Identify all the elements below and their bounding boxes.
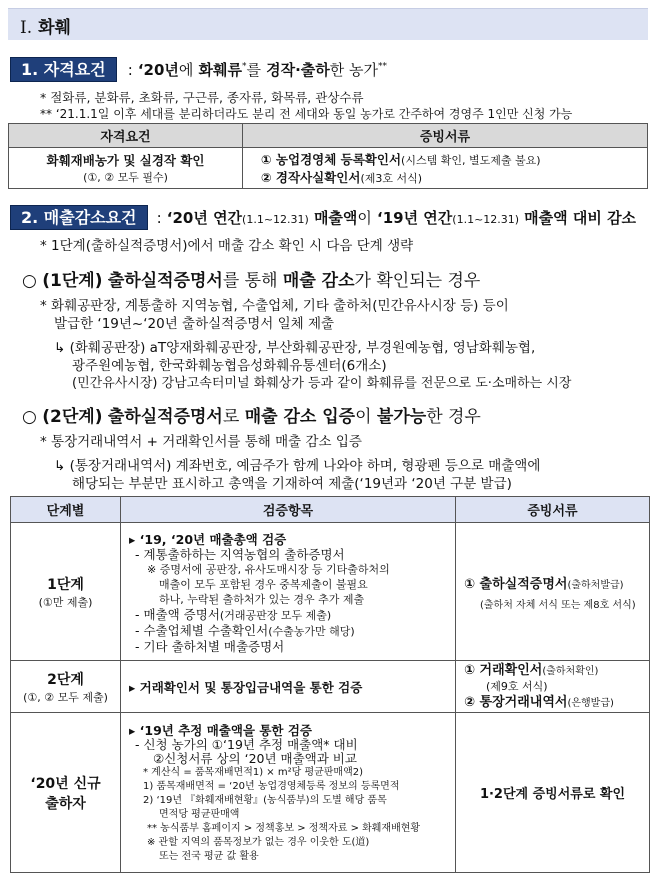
step1-line1: * 화훼공판장, 계통출하 지역농협, 수출업체, 기타 출하처(민간유사시장 등) 등이 xyxy=(40,298,509,314)
step2-line2-row xyxy=(54,454,540,474)
section1-note2: ** ‘21.1.1일 이후 세대를 분리하더라도 분리 전 세대와 동일 농가로 간주하여 경영주 1인만 신청 가능 xyxy=(40,107,573,121)
step2-impossible: 불가능 xyxy=(376,407,427,427)
heading-title: 화훼 xyxy=(38,18,71,38)
step1-case: 가 확인되는 경우 xyxy=(354,271,481,291)
step2-case: 한 경우 xyxy=(426,407,481,427)
section1-text-particle: 에 xyxy=(178,61,194,79)
step1-via: 를 통해 xyxy=(222,271,278,291)
row2-doc1-small: (출하처확인) xyxy=(542,666,599,677)
row3-item-1: - 신청 농가의 ①‘19년 추정 매출액* 대비 xyxy=(135,736,358,752)
section-heading xyxy=(20,13,71,38)
step1-line5: (민간유사시장) 강남고속터미널 화훼상가 등과 같이 화훼류를 전문으로 도·소매하는 시장 xyxy=(72,376,572,391)
step1-line3: (화훼공판장) aT양재화훼공판장, 부산화훼공판장, 부경원예농협, 영남화훼농협, xyxy=(69,340,536,356)
eligibility-head-right: 증빙서류 xyxy=(243,124,648,148)
section2-badge: 2. 매출감소요건 xyxy=(10,205,148,230)
step2-proof: 매출 감소 입증 xyxy=(244,407,356,427)
eligibility-requirement-sub: (①, ② 모두 필수) xyxy=(83,171,168,184)
row1-docs-cell xyxy=(456,523,650,661)
step2-heading xyxy=(22,402,481,427)
section1-badge: 1. 자격요건 xyxy=(10,57,117,82)
row1-stage-cell xyxy=(11,523,121,661)
row1-item-2: ※ 증명서에 공판장, 유사도매시장 등 기타출하처의 xyxy=(147,562,390,576)
step2-line3: 해당되는 부분만 표시하고 총액을 기재하여 제출(‘19년과 ‘20년 구분 발급) xyxy=(72,476,512,492)
row2-doc1: ① 거래확인서 xyxy=(464,663,543,678)
eligibility-docs-cell xyxy=(243,148,648,189)
row2-docs-cell xyxy=(456,661,650,713)
section1-title xyxy=(10,57,387,80)
row3-item-4: 1) 품목재배면적 = ‘20년 농업경영체등록 정보의 등록면적 xyxy=(143,780,400,792)
step1-line2: 발급한 ‘19년~‘20년 출하실적증명서 일체 제출 xyxy=(54,316,335,332)
table-row xyxy=(11,523,650,661)
row1-stage-sub: (①만 제출) xyxy=(38,595,93,609)
section1-text-cultivate: 경작·출하 xyxy=(266,61,330,79)
section2-particle: 이 xyxy=(357,209,372,227)
verification-table xyxy=(10,496,650,873)
step1-bullet: ○ xyxy=(22,271,37,291)
step2-doc: 출하실적증명서 xyxy=(107,407,223,427)
step2-label: (2단계) xyxy=(42,407,103,427)
heading-roman: Ⅰ. xyxy=(20,18,33,38)
row2-doc1-sub: (제9호 서식) xyxy=(486,680,548,693)
section2-title xyxy=(10,205,636,228)
row3-stage-cell xyxy=(11,713,121,873)
eligibility-head-left: 자격요건 xyxy=(9,124,243,148)
step2-line1: * 통장거래내역서 + 거래확인서를 통해 매출 감소 입증 xyxy=(40,434,362,450)
step2-particle: 이 xyxy=(355,407,372,427)
row1-doc1: ① 출하실적증명서 xyxy=(464,576,568,592)
step1-heading xyxy=(22,266,480,291)
row1-item-5: - 매출액 증명서 xyxy=(135,606,220,622)
eligibility-requirement: 화훼재배농가 및 실경작 확인 xyxy=(46,153,205,168)
section2-colon: : xyxy=(156,209,162,227)
step1-line3-row xyxy=(54,336,535,356)
section2-period20: (1.1~12.31) xyxy=(242,213,309,226)
row2-stage-cell xyxy=(11,661,121,713)
row3-doc: 1·2단계 증빙서류로 확인 xyxy=(456,713,650,873)
eligibility-doc1: ① 농업경영체 등록확인서 xyxy=(261,152,402,167)
table-row xyxy=(11,661,650,713)
row1-item-4: 하나, 누락된 출하처가 있는 경우 추가 제출 xyxy=(159,592,365,606)
row1-item-1: - 계통출하하는 지역농협의 출하증명서 xyxy=(135,546,345,562)
row2-stage: 2단계 xyxy=(47,671,84,688)
section2-compare: 매출액 대비 감소 xyxy=(524,209,637,227)
step2-bullet: ○ xyxy=(22,407,37,427)
arrow-icon: ↳ xyxy=(54,458,66,474)
row3-item-5: 2) ‘19년 『화훼재배현황』(농식품부)의 도별 해당 품목 xyxy=(143,794,387,806)
eligibility-doc2: ② 경작사실확인서 xyxy=(261,170,361,185)
row3-stage-1: ‘20년 신규 xyxy=(30,775,101,792)
row3-item-6: 면적당 평균판매액 xyxy=(159,808,240,820)
row3-item-0: ▸ ‘19년 추정 매출액을 통한 검증 xyxy=(129,722,313,738)
row1-stage: 1단계 xyxy=(47,576,84,593)
row2-doc2: ② 통장거래내역서 xyxy=(464,695,568,710)
table-row xyxy=(11,713,650,873)
row3-item-9: 또는 전국 평균 값 활용 xyxy=(159,850,259,862)
row1-doc2: (출하처 자체 서식 또는 제8호 서식) xyxy=(480,599,636,611)
row1-item-3: 매출이 모두 포함된 경우 중복제출이 불필요 xyxy=(159,577,368,591)
row1-item-0: ▸ ‘19, ‘20년 매출총액 검증 xyxy=(129,531,287,547)
arrow-icon: ↳ xyxy=(54,340,66,356)
section2-year20: ‘20년 연간 xyxy=(166,209,243,227)
step1-label: (1단계) xyxy=(42,271,103,291)
row2-stage-sub: (①, ② 모두 제출) xyxy=(23,690,108,704)
row3-items-cell xyxy=(121,713,456,873)
section2-period19: (1.1~12.31) xyxy=(452,213,520,226)
verification-head-stage: 단계별 xyxy=(11,497,121,523)
section2-note: * 1단계(출하실적증명서)에서 매출 감소 확인 시 다음 단계 생략 xyxy=(40,238,414,254)
section1-sup1: * xyxy=(242,61,247,72)
section1-text-particle2: 를 xyxy=(246,61,261,79)
section2-year19: ‘19년 연간 xyxy=(377,209,453,227)
section1-note1: * 절화류, 분화류, 초화류, 구근류, 종자류, 화목류, 관상수류 xyxy=(40,90,364,105)
section2-sales: 매출액 xyxy=(313,209,358,227)
section1-text-farm: 한 농가 xyxy=(329,61,379,79)
row1-item-7: - 수출업체별 수출확인서 xyxy=(135,622,269,638)
section1-colon: : xyxy=(127,61,133,79)
verification-head-items: 검증항목 xyxy=(121,497,456,523)
row1-item-8: (수출농가만 해당) xyxy=(268,624,355,638)
row2-doc2-small: (은행발급) xyxy=(567,698,614,709)
section1-sup2: ** xyxy=(378,61,388,72)
eligibility-doc2-note: (제3호 서식) xyxy=(360,172,423,185)
verification-head-docs: 증빙서류 xyxy=(456,497,650,523)
step2-via: 로 xyxy=(222,407,240,427)
row2-item: ▸ 거래확인서 및 통장입금내역을 통한 검증 xyxy=(121,661,456,713)
row1-doc1-small: (출하처발급) xyxy=(567,579,624,591)
eligibility-doc1-note: (시스템 확인, 별도제출 불요) xyxy=(401,154,541,167)
eligibility-table xyxy=(8,123,648,189)
row3-item-7: ** 농식품부 홈페이지 > 정책홍보 > 정책자료 > 화훼재배현황 xyxy=(147,822,421,834)
step1-doc: 출하실적증명서 xyxy=(107,271,223,291)
row1-item-6: (거래공판장 모두 제출) xyxy=(219,608,332,622)
section-heading-bar xyxy=(8,8,648,40)
row3-item-2: ②신청서류 상의 ‘20년 매출액과 비교 xyxy=(153,750,357,766)
step2-line2: (통장거래내역서) 계좌번호, 예금주가 함께 나와야 하며, 형광펜 등으로 매출액에 xyxy=(69,458,541,474)
row1-items-cell xyxy=(121,523,456,661)
eligibility-requirement-cell xyxy=(9,148,243,189)
row3-item-8: ※ 관할 지역의 품목정보가 없는 경우 이웃한 도(道) xyxy=(147,836,370,848)
row3-stage-2: 출하자 xyxy=(45,795,86,812)
section1-text-year: ‘20년 xyxy=(137,61,179,79)
step1-line4: 광주원예농협, 한국화훼농협음성화훼유통센터(6개소) xyxy=(72,358,387,374)
section1-text-flowers: 화훼류 xyxy=(198,61,242,79)
step1-decrease: 매출 감소 xyxy=(282,271,355,291)
row1-item-9: - 기타 출하처별 매출증명서 xyxy=(135,638,285,654)
row3-item-3: * 계산식 = 품목재배면적1) × m²당 평균판매액2) xyxy=(143,766,364,778)
